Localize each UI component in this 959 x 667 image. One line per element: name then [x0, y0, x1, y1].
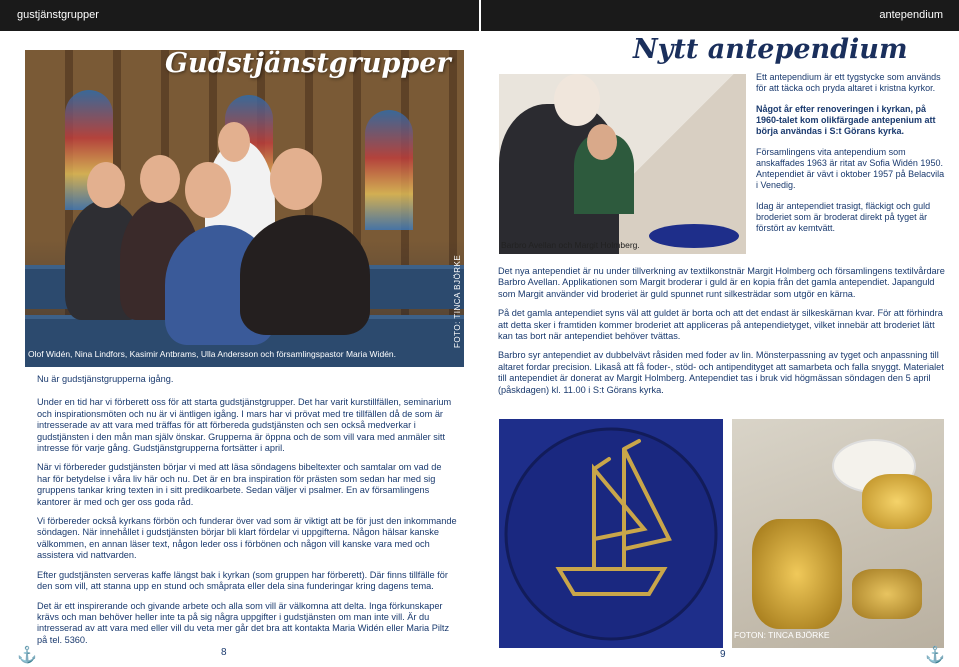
- article-left-paragraph: Efter gudstjänsten serveras kaffe längst bak i kyrkan (som gruppen har förberett). Där finns tillfälle för den som vill, att stanna upp en stund och småprata eller dela sina funderingar kring dagens tema.: [37, 569, 448, 592]
- intro-para: Idag är antependiet trasigt, fläckigt och guld broderiet som är broderat direkt på tyget är förstört av kemtvätt.: [756, 201, 931, 233]
- intro-bold: Något år efter renoveringen i kyrkan, på 1960-talet kom olikfärgade antepenium att börja användas i S:t Görans kyrka.: [756, 104, 936, 136]
- ship-embroidery-icon: [499, 419, 723, 648]
- article-left-paragraph: Vi förbereder också kyrkans förbön och funderar över vad som är viktigt att be för just den inkommande söndagen. När innehållet i gudstjänsten börjar bli klart fördelar vi uppgifterna. Någon hälsar kanske välkommen, en annan läser text, någon leder oss i förbönen och någon vill kanske vara med och assistera vid nattvarden.: [37, 516, 457, 561]
- section-label-right: antependium: [879, 9, 943, 21]
- photo-credit-left: FOTO: TINCA BJÖRKE: [453, 254, 462, 348]
- header-left: [0, 0, 479, 31]
- person-head: [587, 124, 617, 160]
- article-left-paragraph: När vi förbereder gudstjänsten börjar vi med att läsa söndagens bibeltexter och samtalar om vad de har för betydelse i våra liv här och nu. Det är en bra inspiration för prästen som sedan har med sig gruppens tankar kring texten in i sitt predikoarbete. Sedan väljer vi psalmer. En av församlingens kantorer är med och ger oss goda råd.: [37, 462, 442, 507]
- page-number-left: 8: [221, 647, 227, 658]
- person-head: [554, 74, 600, 126]
- article-right-paragraph: Det nya antependiet är nu under tillverkning av textilkonstnär Margit Holmberg och församlingens textilvårdare Barbro Avellan. Applikationen som Margit broderar i guld är en kopia från det gamla antependiet. Japanguld som Margit använder vid broderiet är guld spunnet runt silkesträdar som utgör en kärna.: [498, 266, 945, 299]
- section-label-left: gustjänstgrupper: [17, 9, 99, 21]
- page-title-right: Nytt antependium: [633, 34, 908, 65]
- tapestry-photo: [499, 74, 746, 254]
- intro-text: Ett antependium är ett tygstycke som används för att täcka och pryda altaret i kristna kyrkor.: [756, 72, 941, 93]
- person-head: [270, 148, 322, 210]
- page-number-right: 9: [720, 649, 726, 660]
- article-right-paragraph: Barbro syr antependiet av dubbelvävt råsiden med foder av lin. Mönsterpassning av tyget och anpassning till altaret fordar precision. Likaså att få foder-, stöd- och antipendityget att samarbeta och falla snyggt. Materialet till antependiet är donerat av Margit Holmberg. Antependiet tas i bruk vid högmässan söndagen den 5 april (påskdagen) kl. 11.00 i S:t Görans kyrka.: [498, 350, 944, 395]
- article-right-paragraph: På det gamla antependiet syns väl att guldet är borta och att det endast är silkeskärnan kvar. För att förhindra att detta sker i framtiden kommer broderiet att appliceras på antependietyget, vilket innebär att broderiet lätt kan tas bort när antependiet behöver tvättas.: [498, 308, 943, 342]
- anchor-icon: ⚓: [17, 647, 37, 664]
- page-title-left: Gudstjänstgrupper: [165, 50, 451, 79]
- article-left: [37, 374, 457, 654]
- article-left-paragraph: Det är ett inspirerande och givande arbete och alla som vill är välkomna att delta. Inga förkunskaper krävs och man behöver heller inte ta på sig några uppgifter i gudstjänsten om man inte vill. Är du intresserad av att vara med eller vill du veta mer går det bra att kontakta Maria Widén eller Maria Piltz på tel. 5360.: [37, 600, 450, 645]
- gold-thread-spool: [852, 569, 922, 619]
- photo-caption-left: Olof Widén, Nina Lindfors, Kasimir Antbrams, Ulla Andersson och församlingspastor Maria Widén.: [28, 349, 397, 359]
- person-head: [218, 122, 250, 162]
- person-head: [87, 162, 125, 208]
- person: [240, 215, 370, 335]
- photo-caption-right: Barbro Avellan och Margit Holmberg.: [501, 240, 640, 250]
- header-right: [481, 0, 959, 31]
- intro-block: [756, 72, 946, 242]
- anchor-icon: ⚓: [925, 647, 945, 664]
- gold-thread-spool: [752, 519, 842, 629]
- stained-window: [365, 110, 413, 230]
- gold-thread-spool: [862, 474, 932, 529]
- gold-thread-photo: [732, 419, 944, 648]
- person-head: [185, 162, 231, 218]
- group-photo: [25, 50, 464, 367]
- person-head: [140, 155, 180, 203]
- intro-para: Församlingens vita antependium som anskaffades 1963 är ritat av Sofia Widén 1950. Antependiet är vävt i oktober 1957 på Belacvila i Venedig.: [756, 147, 945, 190]
- article-right: [498, 266, 946, 404]
- embroidery-fabric: [649, 224, 739, 248]
- article-left-intro: Nu är gudstjänstgrupperna igång.: [37, 374, 174, 384]
- embroidery-photo: [499, 419, 723, 648]
- article-left-paragraph: Under en tid har vi förberett oss för att starta gudstjänstgrupper. Det har varit kurstillfällen, seminarium och inspirationsmöten och nu är vi äntligen igång. I mars har vi prövat med tre tillfällen då de som är intresserade av att vara med träffas för att förbereda gudstjänsten och sen också medverkar i gudstjänsten i den mån man själv önskar. Grupperna är öppna och de som vill vara med anmäler sitt intresse för varje gång. Gudstjänstgrupperna fortsätter i april.: [37, 397, 452, 454]
- photo-credit-right: FOTON: TINCA BJÖRKE: [734, 630, 830, 640]
